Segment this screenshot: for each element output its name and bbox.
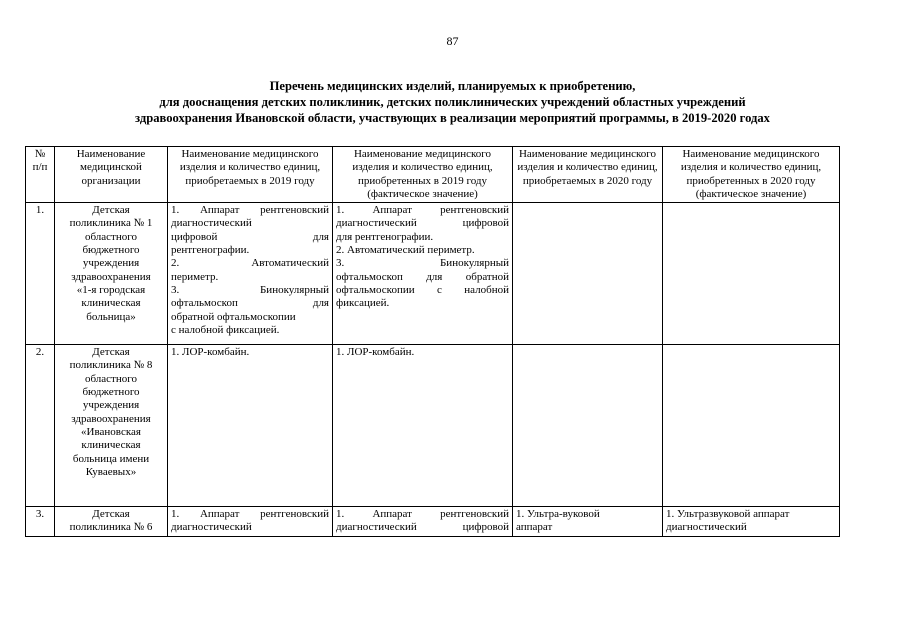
- cell-plan-2019: 1. ЛОР-комбайн.: [168, 345, 333, 507]
- cell-fact-2019: 1. ЛОР-комбайн.: [333, 345, 513, 507]
- table-row: [26, 203, 840, 345]
- table-row: [26, 345, 840, 507]
- cell-fact-2020: 1. Ультразвуковой аппарат диагностический: [663, 507, 840, 537]
- cell-fact-2020: [663, 203, 840, 345]
- cell-plan-2019: 1. Аппарат рентгеновский диагностический цифровой для рентгенографии. 2. Автоматический периметр. 3. Бинокулярный офтальмоскоп для обратной офтальмоскопии с налобной фиксацией.: [168, 203, 333, 345]
- cell-num: 1.: [26, 203, 55, 345]
- cell-organization: Детская поликлиника № 8 областного бюджетного учреждения здравоохранения «Ивановская клиническая больница имени Куваевых»: [55, 345, 168, 507]
- cell-organization: Детская поликлиника № 1 областного бюджетного учреждения здравоохранения «1-я городская клиническая больница»: [55, 203, 168, 345]
- equipment-table: [25, 146, 840, 537]
- header-plan-2020: Наименование медицинского изделия и количество единиц, приобретаемых в 2020 году: [513, 147, 663, 203]
- header-num: № п/п: [26, 147, 55, 203]
- header-fact-2020: Наименование медицинского изделия и количество единиц, приобретенных в 2020 году (фактическое значение): [663, 147, 840, 203]
- title-line-2: для дооснащения детских поликлиник, детских поликлинических учреждений областных учреждений: [159, 95, 746, 109]
- cell-plan-2019: 1. Аппарат рентгеновский диагностический: [168, 507, 333, 537]
- cell-fact-2019: 1. Аппарат рентгеновский диагностический цифровой: [333, 507, 513, 537]
- table-row: [26, 507, 840, 537]
- cell-organization: Детская поликлиника № 6: [55, 507, 168, 537]
- cell-plan-2020: [513, 345, 663, 507]
- document-title: [0, 78, 905, 126]
- table-header-row: [26, 147, 840, 203]
- cell-fact-2019: 1. Аппарат рентгеновский диагностический цифровой для рентгенографии. 2. Автоматический периметр. 3. Бинокулярный офтальмоскоп для обратной офтальмоскопии с налобной фиксацией.: [333, 203, 513, 345]
- title-line-3: здравоохранения Ивановской области, участвующих в реализации мероприятий программы, в 2019-2020 годах: [135, 111, 770, 125]
- cell-plan-2020: [513, 203, 663, 345]
- header-plan-2019: Наименование медицинского изделия и количество единиц, приобретаемых в 2019 году: [168, 147, 333, 203]
- page-number: 87: [446, 34, 459, 48]
- cell-fact-2020: [663, 345, 840, 507]
- cell-plan-2020: 1. Ультра-вуковой аппарат: [513, 507, 663, 537]
- header-fact-2019: Наименование медицинского изделия и количество единиц, приобретенных в 2019 году (фактическое значение): [333, 147, 513, 203]
- cell-num: 3.: [26, 507, 55, 537]
- header-organization: Наименование медицинской организации: [55, 147, 168, 203]
- title-line-1: Перечень медицинских изделий, планируемых к приобретению,: [269, 79, 636, 93]
- cell-num: 2.: [26, 345, 55, 507]
